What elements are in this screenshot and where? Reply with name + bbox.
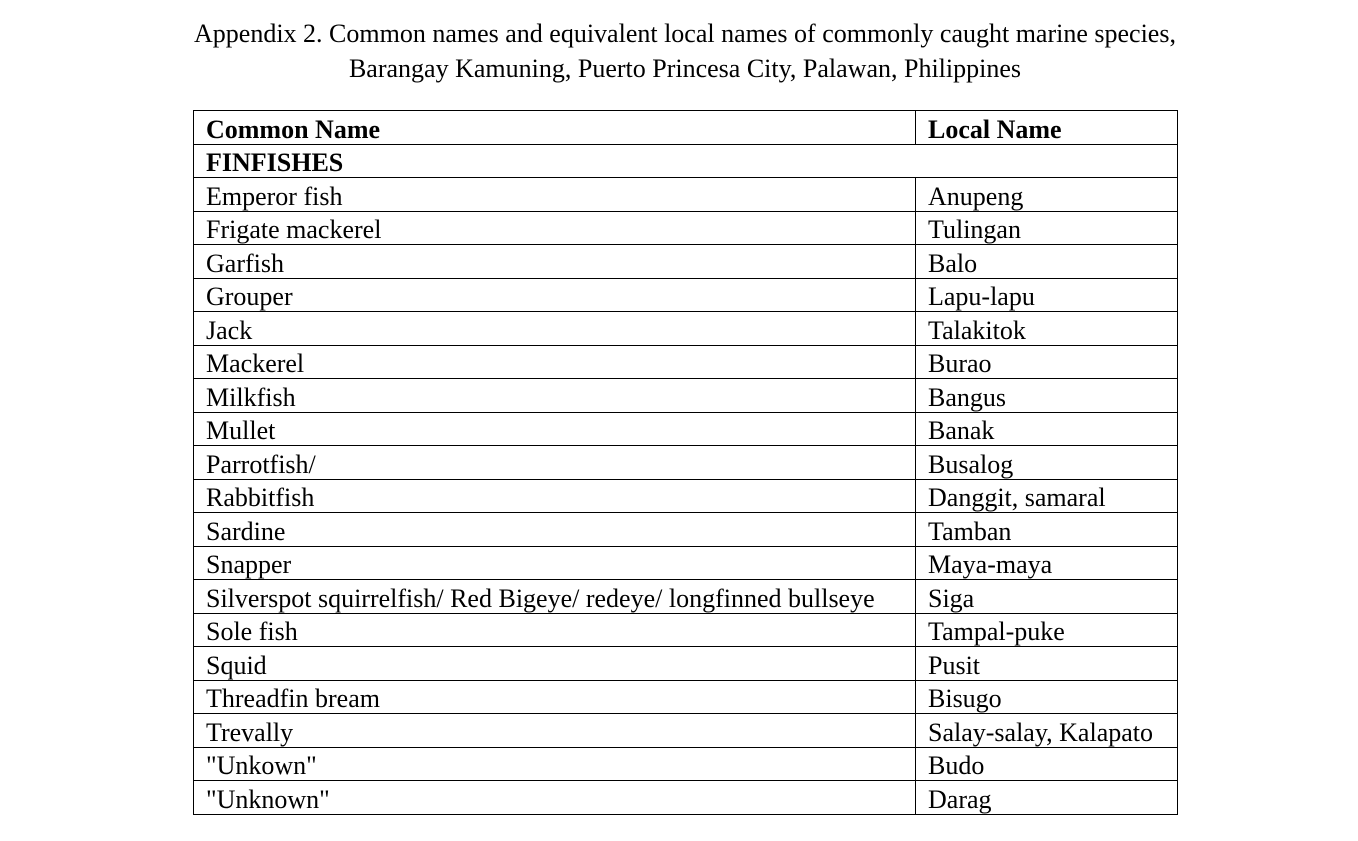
- table-row: [194, 278, 1178, 312]
- local-name-cell: Pusit: [916, 647, 1178, 681]
- local-name-cell: Balo: [916, 245, 1178, 279]
- local-name-cell: Tamban: [916, 513, 1178, 547]
- local-name-cell: Maya-maya: [916, 546, 1178, 580]
- table-caption: [0, 16, 1358, 86]
- header-local-name: Local Name: [916, 111, 1178, 145]
- common-name-cell: Sole fish: [194, 613, 916, 647]
- local-name-cell: Salay-salay, Kalapato: [916, 714, 1178, 748]
- common-name-cell: Threadfin bream: [194, 680, 916, 714]
- common-name-cell: Emperor fish: [194, 178, 916, 212]
- caption-line-2: Barangay Kamuning, Puerto Princesa City, Palawan, Philippines: [348, 54, 1022, 83]
- common-name-cell: Trevally: [194, 714, 916, 748]
- common-name-cell: Milkfish: [194, 379, 916, 413]
- table-row: [194, 714, 1178, 748]
- local-name-cell: Danggit, samaral: [916, 479, 1178, 513]
- table-row: [194, 580, 1178, 614]
- common-name-cell: Squid: [194, 647, 916, 681]
- table-row: [194, 613, 1178, 647]
- local-name-cell: Tulingan: [916, 211, 1178, 245]
- table-row: [194, 546, 1178, 580]
- common-name-cell: Snapper: [194, 546, 916, 580]
- local-name-cell: Lapu-lapu: [916, 278, 1178, 312]
- header-common-name: Common Name: [194, 111, 916, 145]
- table-row: [194, 781, 1178, 815]
- local-name-cell: Darag: [916, 781, 1178, 815]
- table-row: [194, 513, 1178, 547]
- common-name-cell: Rabbitfish: [194, 479, 916, 513]
- local-name-cell: Talakitok: [916, 312, 1178, 346]
- common-name-cell: Frigate mackerel: [194, 211, 916, 245]
- caption-line-1: Appendix 2. Common names and equivalent local names of commonly caught marine species,: [194, 19, 1176, 48]
- table-row: [194, 211, 1178, 245]
- table-row: [194, 345, 1178, 379]
- common-name-cell: Silverspot squirrelfish/ Red Bigeye/ redeye/ longfinned bullseye: [194, 580, 916, 614]
- common-name-cell: "Unknown": [194, 781, 916, 815]
- table-row: [194, 312, 1178, 346]
- local-name-cell: Burao: [916, 345, 1178, 379]
- local-name-cell: Siga: [916, 580, 1178, 614]
- table-row: [194, 680, 1178, 714]
- table-row: [194, 178, 1178, 212]
- common-name-cell: Mullet: [194, 412, 916, 446]
- local-name-cell: Busalog: [916, 446, 1178, 480]
- common-name-cell: Garfish: [194, 245, 916, 279]
- common-name-cell: Parrotfish/: [194, 446, 916, 480]
- local-name-cell: Bisugo: [916, 680, 1178, 714]
- common-name-cell: Grouper: [194, 278, 916, 312]
- section-label: FINFISHES: [194, 144, 1178, 178]
- local-name-cell: Anupeng: [916, 178, 1178, 212]
- local-name-cell: Tampal-puke: [916, 613, 1178, 647]
- species-table: [193, 110, 1178, 815]
- common-name-cell: Jack: [194, 312, 916, 346]
- table-row: [194, 479, 1178, 513]
- table-row: [194, 747, 1178, 781]
- table-row: [194, 647, 1178, 681]
- local-name-cell: Bangus: [916, 379, 1178, 413]
- common-name-cell: Sardine: [194, 513, 916, 547]
- local-name-cell: Budo: [916, 747, 1178, 781]
- table-row: [194, 446, 1178, 480]
- header-row: [194, 111, 1178, 145]
- table-row: [194, 412, 1178, 446]
- common-name-cell: Mackerel: [194, 345, 916, 379]
- table-row: [194, 245, 1178, 279]
- common-name-cell: "Unkown": [194, 747, 916, 781]
- local-name-cell: Banak: [916, 412, 1178, 446]
- section-row: [194, 144, 1178, 178]
- table-row: [194, 379, 1178, 413]
